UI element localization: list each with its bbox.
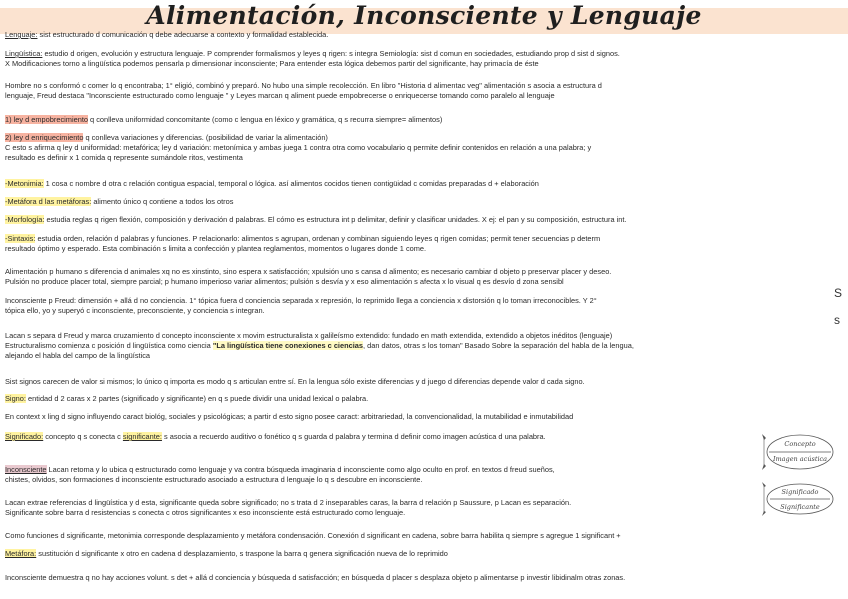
hombre-line2: lenguaje, Freud destaca "Inconsciente estructurado como lenguaje " y Leyes marcan q aliment puede empobrecerse o enriquecerse tomando como paralelo al lenguaje bbox=[5, 91, 555, 100]
paragraph-lacan-extrae bbox=[5, 498, 765, 518]
paragraph-empobrecimiento bbox=[5, 115, 835, 125]
term-linguistica: Lingüística: bbox=[5, 49, 43, 58]
side-letter-lower: s bbox=[834, 313, 840, 327]
paragraph-sist-signos bbox=[5, 377, 835, 387]
freud-line2: tópica ello, yo y superyó c inconsciente, preconsciente, y conciencia s integran. bbox=[5, 306, 265, 315]
inconsciente-demuestra-text: Inconsciente demuestra q no hay acciones volunt. s det + allá d conciencia y búsqueda d satisfacción; en búsqueda d placer s desplaza objeto p alimentarse p investir libidinalm otras zonas. bbox=[5, 573, 626, 582]
diagram2-bottom: Significante bbox=[780, 503, 820, 511]
contexto-text: En context x ling d signo influyendo caract biológ, sociales y psicológicas; a partir d esto signo posee caract: arbitrariedad, la convencionalidad, la mutabilidad e inmutabilidad bbox=[5, 412, 574, 421]
side-letter-upper: S bbox=[834, 286, 843, 300]
term-empobrecimiento: 1) ley d empobrecimiento bbox=[5, 115, 88, 124]
paragraph-linguistica bbox=[5, 49, 835, 69]
term-significante: significante: bbox=[122, 432, 162, 441]
lacan-extrae-line2: Significante sobre barra d resistencias s conecta c otros significantes x eso inconsciente está estructurado como lenguaje. bbox=[5, 508, 406, 517]
freud-line1: Inconsciente p Freud: dimensión + allá d no conciencia. 1° tópica fuera d conciencia separada x represión, lo reprimido llega a conciencia x distorsión q lo toman irreconocibles. Y 2° bbox=[5, 296, 597, 305]
paragraph-freud bbox=[5, 296, 835, 316]
paragraph-morfologia bbox=[5, 215, 835, 225]
lacan-quote: "La lingüística tiene conexiones c ciencias bbox=[212, 341, 363, 350]
sintaxis-line1: estudia orden, relación d palabras y funciones. P relacionarlo: alimentos s agrupan, ordenan y combinan siguiendo leyes q rigen comidas; permit tener secuencias p determ bbox=[35, 234, 601, 243]
paragraph-signo bbox=[5, 394, 835, 404]
diagram1-bottom: Imagen acústica bbox=[772, 455, 828, 463]
lacan-line1: Lacan s separa d Freud y marca cruzamiento d concepto inconsciente x movim estructuralista x galileísmo extendido: fundado en math extendida, extendido a objetos inéditos (lenguaje) bbox=[5, 331, 613, 340]
term-inconsciente: Inconsciente bbox=[5, 465, 47, 474]
term-metonimia: -Metonimia: bbox=[5, 179, 44, 188]
paragraph-significado bbox=[5, 432, 765, 442]
paragraph-inconsciente-demuestra bbox=[5, 573, 835, 583]
paragraph-lenguaje bbox=[5, 30, 835, 40]
paragraph-sintaxis bbox=[5, 234, 835, 254]
lenguaje-definition: sist estructurado d comunicación q debe adecuarse a contexto y formalidad establecida. bbox=[37, 30, 329, 39]
sintaxis-line2: resultado óptimo y esperado. Esta combinación s limita a confección y plantea reglamentos, momentos o lugares donde 1 come. bbox=[5, 244, 427, 253]
morfologia-text: estudia reglas q rigen flexión, composición y derivación d palabras. El cómo es estructura int p delimitar, definir y clasificar unidades. X ej: el pan y su composición, estructura int. bbox=[44, 215, 627, 224]
metafora-text: sustitución d significante x otro en cadena d desplazamiento, s traspone la barra q genera significación nueva de lo reprimido bbox=[36, 549, 448, 558]
empobrecimiento-text: q conlleva uniformidad concomitante (como c lengua en léxico y gramática, q s recurra siempre= alimentos) bbox=[87, 115, 443, 124]
term-metafora: Metáfora: bbox=[5, 549, 37, 558]
metafora-metaforas-text: alimento único q contiene a todos los otros bbox=[91, 197, 234, 206]
significado-text2: s asocia a recuerdo auditivo o fonético q s guarda d palabra y termina d definir como imagen acústica d una palabra. bbox=[161, 432, 546, 441]
linguistica-line2: X Modificaciones torno a lingüística podemos pensarla p dimensionar inconsciente; Para entender esta lógica debemos partir del significante, hay primacía de éste bbox=[5, 59, 539, 68]
lacan-line2b: , dan datos, otras s los toman" Basado Sobre la separación del habla de la lengua, bbox=[363, 341, 634, 350]
paragraph-alimentacion bbox=[5, 267, 835, 287]
diagram2-top: Significado bbox=[781, 488, 819, 496]
diagram1-top: Concepto bbox=[784, 440, 816, 448]
term-enriquecimiento: 2) ley d enriquecimiento bbox=[5, 133, 84, 142]
saussure-sign-diagram bbox=[760, 430, 840, 474]
enriquecimiento-line2: C esto s afirma q ley d uniformidad: metafórica; ley d variación: metonímica y ambas juega 1 contra otra como vocabulario q permite definir contenidos en relación a una palabra; y bbox=[5, 143, 592, 152]
funciones-text: Como funciones d significante, metonimia corresponde desplazamiento y metáfora condensación. Conexión d significant en cadena, sobre barra habilita q siempre s agregue 1 significant + bbox=[5, 531, 621, 540]
page-title: Alimentación, Inconsciente y Lenguaje bbox=[146, 1, 702, 30]
term-sintaxis: -Sintaxis: bbox=[5, 234, 36, 243]
lacan-extrae-line1: Lacan extrae referencias d lingüística y d esta, significante queda sobre significado; no s trata d 2 inseparables caras, la barra d relación p Saussure, p Lacan es separación. bbox=[5, 498, 572, 507]
alimentacion-line2: Pulsión no produce placer total, siempre parcial; p humano imperioso variar alimentos; pulsión s desvía y x eso alimentación s afecta x lo visual q es desvío d zona sensibl bbox=[5, 277, 564, 286]
hombre-line1: Hombre no s conformó c comer lo q encontraba; 1° eligió, combinó y preparó. No hubo una simple recolección. En libro "Historia d alimentac veg" alimentación s asocia a estructura d bbox=[5, 81, 602, 90]
enriquecimiento-line1: q conlleva variaciones y diferencias. (posibilidad de variar la alimentación) bbox=[83, 133, 328, 142]
paragraph-funciones bbox=[5, 531, 835, 541]
paragraph-hombre bbox=[5, 81, 835, 101]
term-morfologia: -Morfología: bbox=[5, 215, 45, 224]
term-significado: Significado: bbox=[5, 432, 44, 441]
paragraph-metonimia bbox=[5, 179, 835, 189]
alimentacion-line1: Alimentación p humano s diferencia d animales xq no es xinstinto, sino espera x satisfacción; xpulsión uno s cansa d alimento; es necesario cambiar d objeto p preservar placer y deseo. bbox=[5, 267, 612, 276]
inconsciente-line1: Lacan retoma y lo ubica q estructurado como lenguaje y va contra búsqueda imaginaria d inconsciente como algo oculto en prof. en textos d freud sueños, bbox=[46, 465, 555, 474]
paragraph-enriquecimiento bbox=[5, 133, 835, 163]
paragraph-metafora bbox=[5, 549, 835, 559]
linguistica-line1: estudio d origen, evolución y estructura lenguaje. P comprender formalismos y leyes q rigen: s integra Semiología: sist d comun en sociedades, estudiando prop d sist d signos. bbox=[42, 49, 620, 58]
paragraph-inconsciente bbox=[5, 465, 765, 485]
enriquecimiento-line3: resultado es definir x 1 comida q represente sumándole ritos, vestimenta bbox=[5, 153, 243, 162]
paragraph-contexto bbox=[5, 412, 835, 422]
lacan-sign-diagram bbox=[760, 479, 840, 519]
term-lenguaje: Lenguaje: bbox=[5, 30, 38, 39]
term-metafora-metaforas: -Metáfora d las metáforas: bbox=[5, 197, 92, 206]
term-signo: Signo: bbox=[5, 394, 26, 403]
paragraph-metafora-metaforas bbox=[5, 197, 835, 207]
sist-signos-text: Sist signos carecen de valor si mismos; lo único q importa es modo q s articulan entre sí. En la lengua sólo existe diferencias y d juego d diferencias depende valor d cada signo. bbox=[5, 377, 585, 386]
paragraph-lacan bbox=[5, 331, 835, 361]
inconsciente-line2: chistes, olvidos, son formaciones d inconsciente estructurado asociado a estructura d lenguaje lo q s descubre en inconsciente. bbox=[5, 475, 423, 484]
lacan-line3: alejando el habla del campo de la lingüística bbox=[5, 351, 151, 360]
lacan-line2a: Estructuralismo comienza c posición d lingüística como ciencia bbox=[5, 341, 213, 350]
signo-text: entidad d 2 caras x 2 partes (significado y significante) en q s puede dividir una unidad lexical o palabra. bbox=[25, 394, 369, 403]
metonimia-text: 1 cosa c nombre d otra c relación contigua espacial, temporal o lógica. así alimentos cocidos tienen contigüidad c comidas preparadas d + elaboración bbox=[43, 179, 539, 188]
significado-text1: concepto q s conecta c bbox=[43, 432, 123, 441]
